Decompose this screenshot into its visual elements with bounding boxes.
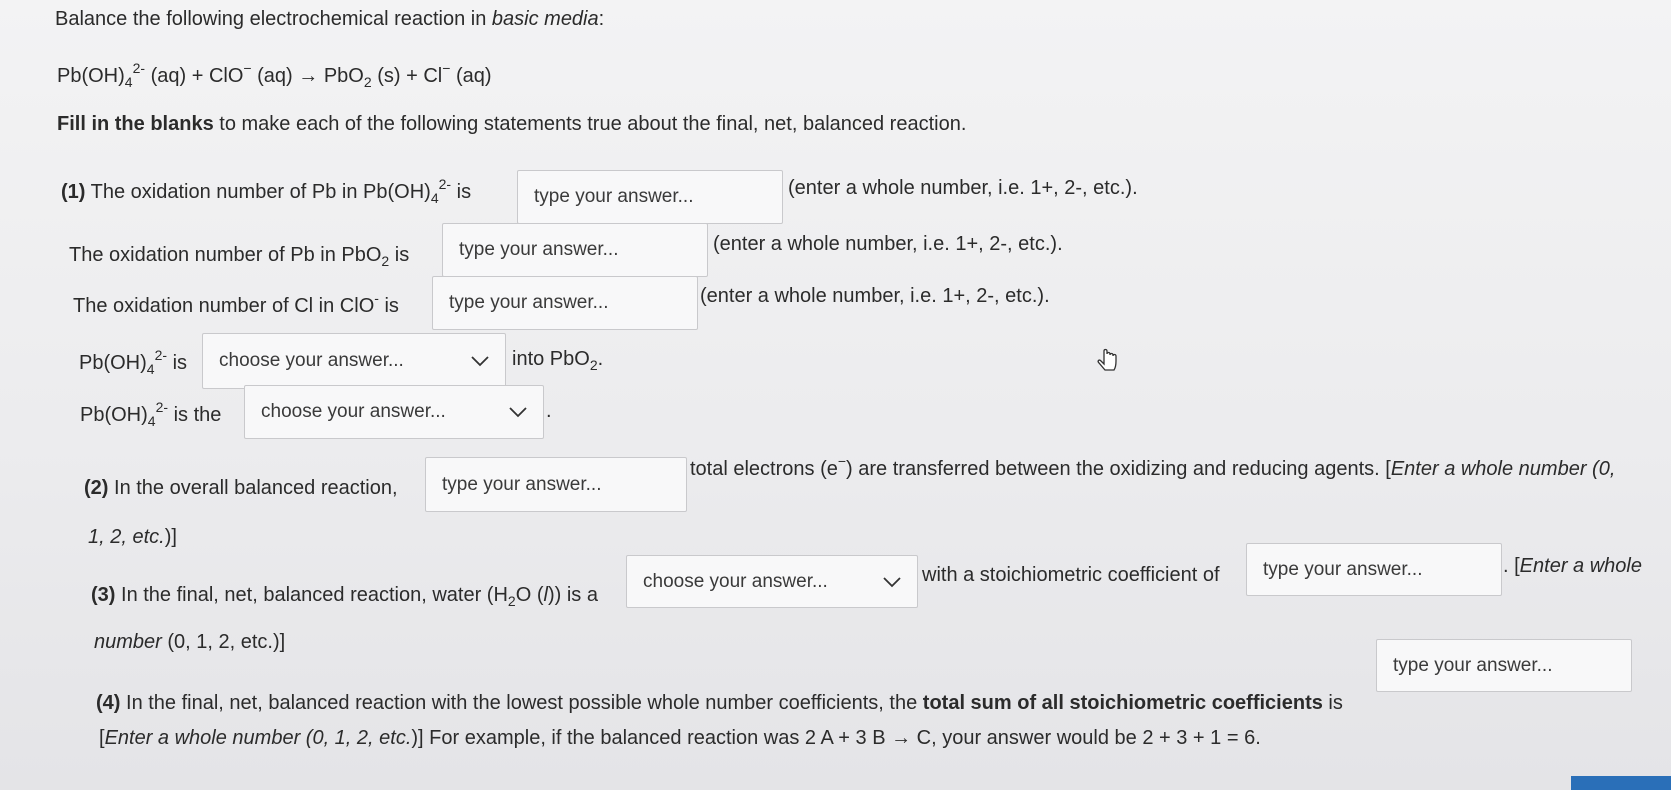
q3-line2-em: number (94, 631, 162, 653)
intro-text: Balance the following electrochemical reaction in (55, 8, 492, 30)
q1-b-label (69, 242, 409, 268)
q4-label (96, 690, 1343, 716)
q2-electrons-input[interactable] (425, 457, 687, 512)
product1-base: PbO (323, 65, 364, 87)
q4-line2-em: Enter a whole number (0, 1, 2, etc. (104, 727, 412, 749)
q4-text: In the final, net, balanced reaction with the lowest possible whole number coefficients, the (120, 692, 923, 714)
q1-d-into-end: . (597, 348, 604, 370)
q1-agent-select[interactable] (244, 385, 544, 439)
q1-c-hint: (enter a whole number, i.e. 1+, 2-, etc.). (700, 285, 1050, 307)
product1-sub: 2 (363, 74, 372, 90)
q2-after (690, 453, 1616, 482)
q3-end (1503, 553, 1642, 579)
q4-number: (4) (96, 692, 121, 714)
q1-a-sub: 4 (430, 190, 439, 206)
q1-pb-oxidation-input[interactable] (517, 170, 783, 224)
q1-a-text: The oxidation number of Pb in Pb(OH) (85, 181, 431, 203)
q4-line2-close: )] For example, if the balanced reaction was 2 A + 3 B → C, your answer would be 2 + 3 + 1 = 6. (411, 727, 1261, 749)
hand-cursor-icon (1095, 348, 1119, 376)
q3-coefficient-input[interactable] (1246, 543, 1502, 596)
q3-line2-rest: (0, 1, 2, etc.)] (161, 631, 286, 653)
reactant1-base: Pb(OH) (57, 65, 125, 87)
q3-text3: )) is a (547, 584, 598, 606)
q1-e-select-value: choose your answer... (261, 401, 446, 422)
blue-button-edge[interactable] (1571, 776, 1671, 790)
q1-e-is: is the (168, 404, 222, 426)
chevron-down-icon (509, 406, 527, 418)
q1-d-sup: 2- (154, 347, 168, 363)
q1-cl-oxidation-input[interactable] (432, 276, 698, 330)
q1-d-label (79, 347, 188, 377)
q3-end-em: Enter a whole (1519, 555, 1642, 577)
q1-b-is: is (389, 244, 410, 266)
q1-e-sup: 2- (155, 399, 169, 415)
q1-c-text: The oxidation number of Cl in ClO (73, 295, 375, 317)
q1-b-hint: (enter a whole number, i.e. 1+, 2-, etc.). (713, 233, 1063, 255)
product2-state: (aq) (450, 65, 492, 87)
q1-e-end: . (546, 400, 552, 422)
q2-after-sup: − (837, 453, 847, 469)
q1-c-is: is (378, 295, 399, 317)
q2-line2-em: 1, 2, etc. (88, 526, 165, 548)
q1-b-sub: 2 (381, 253, 390, 269)
q1-oxidized-reduced-select[interactable] (202, 333, 506, 389)
q1-d-into (512, 346, 603, 372)
q1-a-hint: (enter a whole number, i.e. 1+, 2-, etc.). (788, 177, 1138, 199)
q3-line2 (94, 629, 285, 655)
q2-after-text: total electrons (e (690, 458, 838, 480)
intro-suffix: : (598, 8, 605, 30)
q1-d-sub: 4 (146, 361, 155, 377)
instruction-line (57, 111, 966, 137)
q4-is: is (1322, 692, 1343, 714)
q1-pbo2-oxidation-input[interactable] (442, 223, 708, 277)
q3-label (91, 582, 598, 608)
reaction-equation (57, 60, 492, 90)
q1-d-is: is (167, 352, 188, 374)
q3-select-value: choose your answer... (643, 570, 828, 592)
q4-bold: total sum of all stoichiometric coefficients (922, 692, 1323, 714)
intro-line (55, 6, 604, 32)
reactant2-state: (aq) (251, 65, 293, 87)
q1-a-is: is (451, 181, 472, 203)
q1-d-select-value: choose your answer... (219, 350, 404, 371)
q2-number: (2) (84, 477, 109, 499)
q3-middle: with a stoichiometric coefficient of (922, 564, 1220, 586)
q1-e-label (80, 399, 222, 429)
q1-b-text: The oxidation number of Pb in PbO (69, 244, 382, 266)
q3-end-plain: . [ (1503, 555, 1520, 577)
q4-line2-open: [ (99, 727, 105, 749)
q4-sum-input[interactable] (1376, 639, 1632, 692)
q3-text: In the final, net, balanced reaction, water (H (115, 584, 508, 606)
q2-after-em: Enter a whole number (0, (1390, 458, 1616, 480)
q1-c-label (73, 290, 399, 319)
reactant2-sup: − (243, 60, 252, 76)
q1-d-into-sub: 2 (589, 357, 598, 373)
reaction-arrow: → (292, 65, 324, 87)
q3-water-role-select[interactable] (626, 555, 918, 608)
product2-sup: − (442, 60, 451, 76)
q3-em-l: l (543, 584, 548, 606)
q2-line2 (88, 524, 177, 550)
instruction-rest: to make each of the following statements true about the final, net, balanced reaction. (213, 113, 967, 135)
q1-e-base: Pb(OH) (80, 404, 148, 426)
q2-after-rest: ) are transferred between the oxidizing and reducing agents. [ (846, 458, 1391, 480)
reactant1-state: (aq) + ClO (145, 65, 244, 87)
product1-state: (s) + Cl (371, 65, 443, 87)
q1-c-sup: - (374, 290, 379, 306)
q2-text: In the overall balanced reaction, (108, 477, 398, 499)
q1-d-into-text: into PbO (512, 348, 590, 370)
q1-a-sup: 2- (438, 176, 452, 192)
chevron-down-icon (471, 355, 489, 367)
intro-emphasis: basic media (491, 8, 599, 30)
chevron-down-icon (883, 576, 901, 588)
q2-label (84, 475, 398, 501)
q1-e-sub: 4 (147, 413, 156, 429)
q3-number: (3) (91, 584, 116, 606)
q1-d-base: Pb(OH) (79, 352, 147, 374)
reactant1-sub: 4 (124, 74, 133, 90)
q1-number: (1) (61, 181, 86, 203)
instruction-bold: Fill in the blanks (57, 113, 214, 135)
q3-text2: O ( (515, 584, 544, 606)
q4-line2 (99, 725, 1261, 751)
q1-a-label (61, 176, 472, 206)
q3-sub: 2 (507, 593, 516, 609)
q2-line2-end: )] (164, 526, 177, 548)
reactant1-sup: 2- (132, 60, 146, 76)
